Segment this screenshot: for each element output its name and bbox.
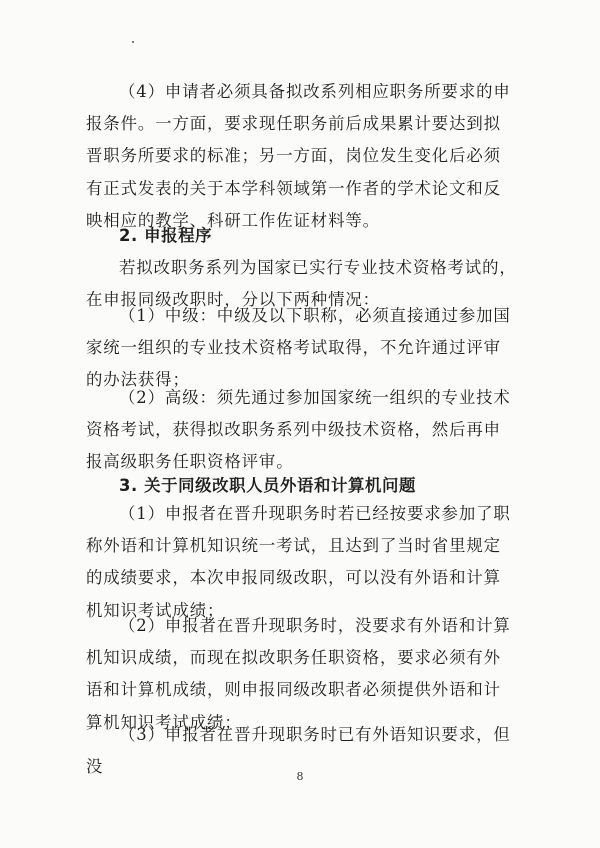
- paragraph-procedure-intermediate: （1）中级：中级及以下职称，必须直接通过参加国家统一组织的专业技术资格考试取得，不允许通过评审的办法获得；: [86, 306, 511, 390]
- page-number: 8: [296, 770, 304, 783]
- scan-speck: [132, 41, 134, 43]
- paragraph-procedure-senior: （2）高级：须先通过参加国家统一组织的专业技术资格考试，获得拟改职务系列中级技术资格，然后再申报高级职务任职资格评审。: [86, 388, 511, 472]
- paragraph-procedure-intro: 若拟改职务系列为国家已实行专业技术资格考试的，在申报同级改职时，分以下两种情况：: [86, 258, 517, 310]
- paragraph-language-3: （3）申报者在晋升现职务时已有外语知识要求，但没: [86, 725, 511, 777]
- paragraph-language-2: （2）申报者在晋升现职务时，没要求有外语和计算机知识成绩，而现在拟改职务任职资格，要求必须有外语和计算机成绩，则申报同级改职者必须提供外语和计算机知识考试成绩；: [86, 616, 511, 732]
- heading-language-computer: 3. 关于同级改职人员外语和计算机问题: [119, 476, 416, 495]
- paragraph-apply-condition-4: （4）申请者必须具备拟改系列相应职务所要求的申报条件。一方面，要求现任职务前后成果累计要达到拟晋职务所要求的标准；另一方面，岗位发生变化后必须有正式发表的关于本学科领域第一作者的学术论文和反映相应的教学、科研工作佐证材料等。: [86, 82, 511, 230]
- heading-procedure: 2. 申报程序: [119, 226, 213, 245]
- paragraph-language-1: （1）申报者在晋升现职务时若已经按要求参加了职称外语和计算机知识统一考试，且达到了当时省里规定的成绩要求，本次申报同级改职，可以没有外语和计算机知识考试成绩；: [86, 504, 511, 620]
